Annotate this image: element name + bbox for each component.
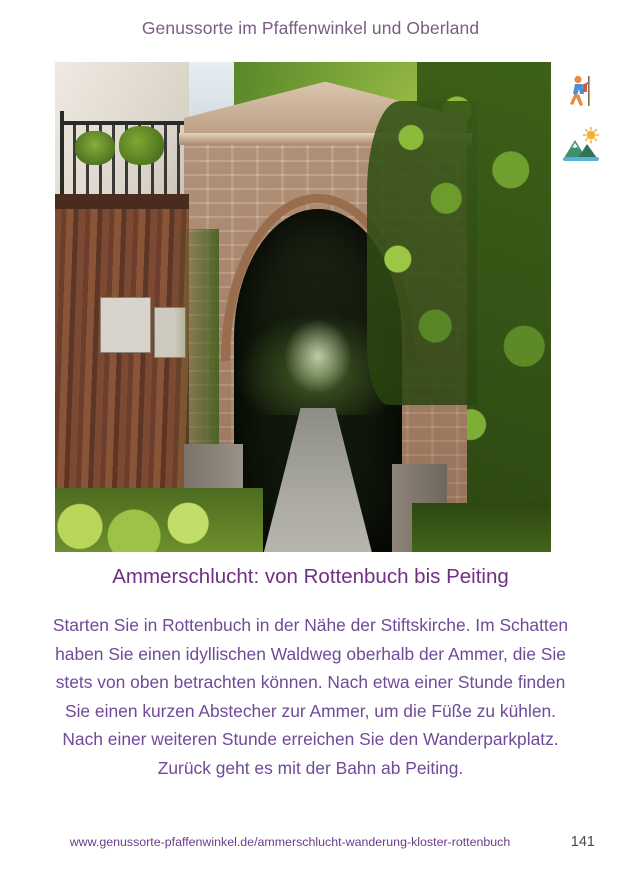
activity-icon-column [561, 72, 607, 180]
trail-photo [55, 62, 551, 552]
trail-description: Starten Sie in Rottenbuch in der Nähe der Stiftskirche. Im Schatten haben Sie einen idyllischen Waldweg oberhalb der Ammer, die Sie stets von oben betrachten können. Nach etwa einer Stunde finden Sie einen kurzen Abstecher zur Ammer, um die Füße zu kühlen. Nach einer weiteren Stunde erreichen Sie den Wanderparkplatz. Zurück geht es mit der Bahn ab Peiting. [52, 615, 569, 778]
road-through-arch [264, 408, 372, 552]
footer-url[interactable]: www.genussorte-pfaffenwinkel.de/ammerschlucht-wanderung-kloster-rottenbuch [69, 835, 511, 849]
page-number: 141 [570, 834, 595, 850]
page-header-title: Genussorte im Pfaffenwinkel und Oberland [141, 18, 480, 38]
hiker-icon [561, 72, 601, 112]
plant-pot-right [119, 126, 164, 165]
mountain-sun-icon [561, 126, 601, 166]
foliage-foreground-right [412, 503, 551, 552]
plant-pot-left [75, 131, 115, 165]
barn-sign-left [100, 297, 152, 353]
trail-title: Ammerschlucht: von Rottenbuch bis Peiting [112, 565, 509, 588]
ivy-middle [367, 101, 476, 405]
barn-beam [55, 194, 189, 209]
page-footer [0, 829, 621, 849]
foliage-foreground-left [55, 488, 263, 552]
photo-illustration [55, 62, 551, 552]
